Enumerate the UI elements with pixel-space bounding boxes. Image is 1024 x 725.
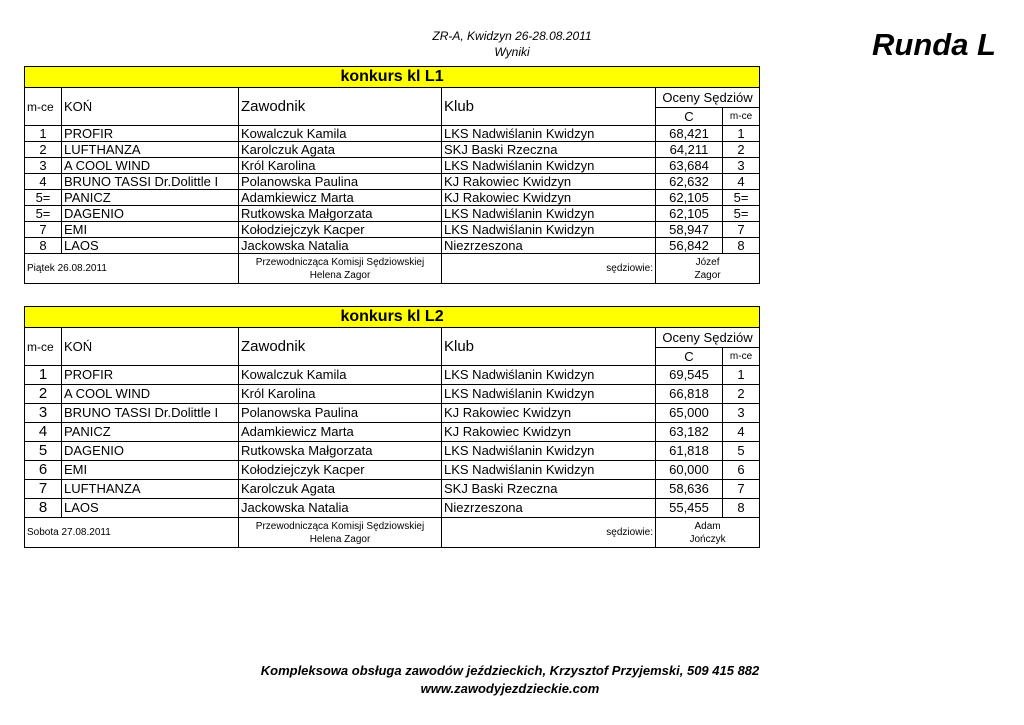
chair-title: Przewodnicząca Komisji Sędziowskiej: [255, 256, 425, 268]
club-cell: LKS Nadwiślanin Kwidzyn: [442, 461, 656, 480]
score-cell: 63,182: [656, 423, 723, 442]
horse-cell: PROFIR: [62, 366, 239, 385]
table-row: [25, 190, 760, 206]
table-row: [25, 142, 760, 158]
rider-cell: Adamkiewicz Marta: [239, 423, 442, 442]
header-horse: KOŃ: [62, 88, 239, 126]
place-number: 2: [38, 385, 48, 402]
header-horse: KOŃ: [62, 328, 239, 366]
competition-date: Piątek 26.08.2011: [25, 254, 239, 284]
judge-first-name: Józef: [695, 256, 720, 268]
score-cell: 64,211: [656, 142, 723, 158]
header-judges: Oceny Sędziów: [656, 88, 760, 108]
club-cell: SKJ Baski Rzeczna: [442, 142, 656, 158]
score-cell: 68,421: [656, 126, 723, 142]
chair-name: Helena Zagor: [309, 269, 371, 281]
table-row: [25, 423, 760, 442]
judge-last-name: Zagor: [694, 269, 721, 281]
place-cell: [25, 423, 62, 442]
horse-cell: LAOS: [62, 499, 239, 518]
horse-cell: A COOL WIND: [62, 158, 239, 174]
rider-cell: Jackowska Natalia: [239, 499, 442, 518]
results-table-l2: [24, 306, 760, 548]
place-cell: 1: [25, 126, 62, 142]
header-rider: Zawodnik: [239, 88, 442, 126]
score-cell: 55,455: [656, 499, 723, 518]
header-score: C: [656, 348, 723, 366]
place-number: 5: [38, 442, 48, 459]
rank-cell: 7: [723, 480, 760, 499]
rider-cell: Polanowska Paulina: [239, 404, 442, 423]
header-place: m-ce: [25, 328, 62, 366]
club-cell: KJ Rakowiec Kwidzyn: [442, 190, 656, 206]
table-row: [25, 480, 760, 499]
score-cell: 63,684: [656, 158, 723, 174]
place-cell: 5=: [25, 190, 62, 206]
competition-date: Sobota 27.08.2011: [25, 518, 239, 548]
rank-cell: 1: [723, 366, 760, 385]
horse-cell: PANICZ: [62, 423, 239, 442]
club-cell: KJ Rakowiec Kwidzyn: [442, 404, 656, 423]
footer-company: Kompleksowa obsługa zawodów jeździeckich, Krzysztof Przyjemski, 509 415 882: [260, 663, 760, 678]
rider-cell: Karolczuk Agata: [239, 480, 442, 499]
rider-cell: Król Karolina: [239, 385, 442, 404]
place-number: 6: [38, 461, 48, 478]
horse-cell: BRUNO TASSI Dr.Dolittle I: [62, 404, 239, 423]
rank-cell: 5=: [723, 206, 760, 222]
header-score: C: [656, 108, 723, 126]
rider-cell: Król Karolina: [239, 158, 442, 174]
club-cell: LKS Nadwiślanin Kwidzyn: [442, 366, 656, 385]
place-cell: 7: [25, 222, 62, 238]
horse-cell: DAGENIO: [62, 206, 239, 222]
horse-cell: PANICZ: [62, 190, 239, 206]
club-cell: SKJ Baski Rzeczna: [442, 480, 656, 499]
place-number: 4: [38, 423, 48, 440]
club-cell: Niezrzeszona: [442, 499, 656, 518]
club-cell: LKS Nadwiślanin Kwidzyn: [442, 126, 656, 142]
score-cell: 66,818: [656, 385, 723, 404]
place-cell: [25, 461, 62, 480]
header-rider: Zawodnik: [239, 328, 442, 366]
table-row: [25, 404, 760, 423]
table-row: [25, 461, 760, 480]
score-cell: 60,000: [656, 461, 723, 480]
rank-cell: 6: [723, 461, 760, 480]
horse-cell: PROFIR: [62, 126, 239, 142]
club-cell: Niezrzeszona: [442, 238, 656, 254]
place-cell: 4: [25, 174, 62, 190]
judges-label: sędziowie:: [442, 518, 656, 548]
chair-block: [239, 254, 442, 284]
place-cell: [25, 404, 62, 423]
place-number: 3: [38, 404, 48, 421]
judge-last-name: Jończyk: [689, 533, 726, 545]
club-cell: LKS Nadwiślanin Kwidzyn: [442, 385, 656, 404]
rider-cell: Jackowska Natalia: [239, 238, 442, 254]
table-row: [25, 385, 760, 404]
results-label: Wyniki: [494, 45, 530, 59]
horse-cell: A COOL WIND: [62, 385, 239, 404]
horse-cell: LAOS: [62, 238, 239, 254]
score-cell: 62,105: [656, 206, 723, 222]
place-cell: [25, 499, 62, 518]
judge-first-name: Adam: [694, 520, 721, 532]
place-number: 1: [38, 366, 48, 383]
judge-block: [656, 254, 760, 284]
rank-cell: 2: [723, 385, 760, 404]
rank-cell: 8: [723, 499, 760, 518]
rank-cell: 8: [723, 238, 760, 254]
chair-name: Helena Zagor: [309, 533, 371, 545]
horse-cell: LUFTHANZA: [62, 142, 239, 158]
judge-block: [656, 518, 760, 548]
score-cell: 56,842: [656, 238, 723, 254]
table-row: [25, 442, 760, 461]
table-row: [25, 174, 760, 190]
horse-cell: EMI: [62, 461, 239, 480]
round-title: Runda L: [872, 27, 996, 62]
place-cell: 5=: [25, 206, 62, 222]
header-rank: m-ce: [723, 348, 760, 366]
rank-cell: 5=: [723, 190, 760, 206]
rank-cell: 4: [723, 423, 760, 442]
results-table-l1: [24, 66, 760, 284]
header-rank: m-ce: [723, 108, 760, 126]
score-cell: 62,632: [656, 174, 723, 190]
rank-cell: 3: [723, 404, 760, 423]
table-row: [25, 206, 760, 222]
club-cell: KJ Rakowiec Kwidzyn: [442, 174, 656, 190]
rider-cell: Karolczuk Agata: [239, 142, 442, 158]
club-cell: LKS Nadwiślanin Kwidzyn: [442, 442, 656, 461]
horse-cell: BRUNO TASSI Dr.Dolittle I: [62, 174, 239, 190]
rider-cell: Adamkiewicz Marta: [239, 190, 442, 206]
place-cell: 2: [25, 142, 62, 158]
score-cell: 58,947: [656, 222, 723, 238]
rider-cell: Kołodziejczyk Kacper: [239, 222, 442, 238]
rider-cell: Kołodziejczyk Kacper: [239, 461, 442, 480]
place-cell: [25, 366, 62, 385]
rank-cell: 1: [723, 126, 760, 142]
header-place: m-ce: [25, 88, 62, 126]
club-cell: LKS Nadwiślanin Kwidzyn: [442, 206, 656, 222]
rider-cell: Rutkowska Małgorzata: [239, 206, 442, 222]
table-row: [25, 158, 760, 174]
place-cell: [25, 442, 62, 461]
score-cell: 69,545: [656, 366, 723, 385]
place-cell: [25, 385, 62, 404]
footer-website[interactable]: www.zawodyjezdzieckie.com: [420, 681, 600, 696]
competition-title: konkurs kl L2: [25, 307, 760, 328]
event-title: ZR-A, Kwidzyn 26-28.08.2011: [432, 29, 592, 43]
place-number: 8: [38, 499, 48, 516]
judges-label: sędziowie:: [442, 254, 656, 284]
club-cell: KJ Rakowiec Kwidzyn: [442, 423, 656, 442]
horse-cell: EMI: [62, 222, 239, 238]
rider-cell: Kowalczuk Kamila: [239, 126, 442, 142]
club-cell: LKS Nadwiślanin Kwidzyn: [442, 222, 656, 238]
chair-block: [239, 518, 442, 548]
header-club: Klub: [442, 328, 656, 366]
rank-cell: 3: [723, 158, 760, 174]
place-cell: 3: [25, 158, 62, 174]
place-number: 7: [38, 480, 48, 497]
place-cell: [25, 480, 62, 499]
club-cell: LKS Nadwiślanin Kwidzyn: [442, 158, 656, 174]
rank-cell: 7: [723, 222, 760, 238]
rank-cell: 5: [723, 442, 760, 461]
score-cell: 61,818: [656, 442, 723, 461]
rider-cell: Kowalczuk Kamila: [239, 366, 442, 385]
score-cell: 58,636: [656, 480, 723, 499]
rider-cell: Rutkowska Małgorzata: [239, 442, 442, 461]
table-row: [25, 366, 760, 385]
rider-cell: Polanowska Paulina: [239, 174, 442, 190]
table-row: [25, 126, 760, 142]
score-cell: 62,105: [656, 190, 723, 206]
rank-cell: 4: [723, 174, 760, 190]
header-judges: Oceny Sędziów: [656, 328, 760, 348]
place-cell: 8: [25, 238, 62, 254]
horse-cell: DAGENIO: [62, 442, 239, 461]
horse-cell: LUFTHANZA: [62, 480, 239, 499]
rank-cell: 2: [723, 142, 760, 158]
chair-title: Przewodnicząca Komisji Sędziowskiej: [255, 520, 425, 532]
header-club: Klub: [442, 88, 656, 126]
table-row: [25, 222, 760, 238]
table-row: [25, 238, 760, 254]
competition-title: konkurs kl L1: [25, 67, 760, 88]
table-row: [25, 499, 760, 518]
score-cell: 65,000: [656, 404, 723, 423]
